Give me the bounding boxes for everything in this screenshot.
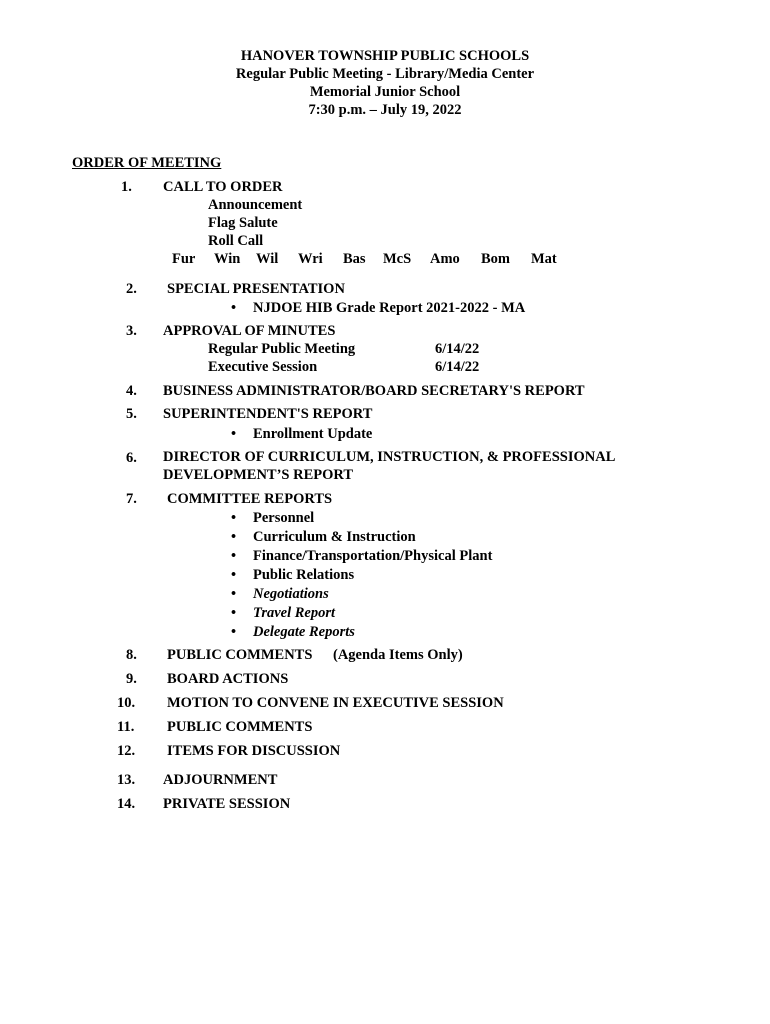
bullet-item: • Negotiations [231,586,329,602]
roll-call-name: Win [214,251,241,267]
header-line-1: HANOVER TOWNSHIP PUBLIC SCHOOLS [240,48,530,64]
item-title-private-session: PRIVATE SESSION [163,796,291,812]
item-number: 2. [126,281,137,297]
item-number: 1. [121,179,132,195]
roll-call-name: Wil [256,251,279,267]
header-line-3: Memorial Junior School [309,84,461,100]
bullet-icon: • [231,529,237,545]
bullet-icon: • [231,605,237,621]
bullet-icon: • [231,510,237,526]
item-title-board-actions: BOARD ACTIONS [167,671,289,687]
item-title-committee-reports: COMMITTEE REPORTS [167,491,333,507]
bullet-icon: • [231,567,237,583]
item-number: 5. [126,406,137,422]
order-of-meeting-title: ORDER OF MEETING [72,155,222,171]
item-title-motion-executive-session: MOTION TO CONVENE IN EXECUTIVE SESSION [167,695,504,711]
bullet-item: • Travel Report [231,605,336,621]
item-number: 12. [117,743,136,759]
sub-item: Roll Call [208,233,264,249]
item-title-approval-of-minutes: APPROVAL OF MINUTES [163,323,336,339]
roll-call-name: McS [383,251,412,267]
minutes-date: 6/14/22 [435,341,480,357]
item-number: 8. [126,647,137,663]
minutes-label: Regular Public Meeting [208,341,356,357]
item-title-items-for-discussion: ITEMS FOR DISCUSSION [167,743,341,759]
bullet-icon: • [231,624,237,640]
roll-call-name: Wri [298,251,323,267]
item-number: 4. [126,383,137,399]
bullet-item: • Enrollment Update [231,426,373,442]
bullet-item: • NJDOE HIB Grade Report 2021-2022 - MA [231,300,526,316]
item-number: 6. [126,450,137,466]
bullet-item: • Finance/Transportation/Physical Plant [231,548,493,564]
item-number: 9. [126,671,137,687]
item-number: 11. [117,719,135,735]
item-number: 10. [117,695,136,711]
item-number: 14. [117,796,136,812]
item-note: (Agenda Items Only) [333,647,463,663]
bullet-item: • Public Relations [231,567,355,583]
sub-item: Flag Salute [208,215,278,231]
bullet-icon: • [231,426,237,442]
roll-call-name: Bom [481,251,510,267]
bullet-item: • Curriculum & Instruction [231,529,416,545]
header-line-2: Regular Public Meeting - Library/Media Center [235,66,535,82]
roll-call-name: Fur [172,251,196,267]
roll-call-name: Bas [343,251,366,267]
item-title-call-to-order: CALL TO ORDER [163,179,283,195]
bullet-icon: • [231,586,237,602]
item-title-business-administrator: BUSINESS ADMINISTRATOR/BOARD SECRETARY'S REPORT [163,383,585,399]
item-title-director-curriculum-line2: DEVELOPMENT’S REPORT [163,467,354,483]
bullet-item: • Delegate Reports [231,624,355,640]
item-title-public-comments-2: PUBLIC COMMENTS [167,719,313,735]
minutes-label: Executive Session [208,359,318,375]
item-title-director-curriculum-line1: DIRECTOR OF CURRICULUM, INSTRUCTION, & PROFESSIONAL [163,449,616,465]
item-title-superintendent-report: SUPERINTENDENT'S REPORT [163,406,373,422]
item-number: 3. [126,323,137,339]
item-title-adjournment: ADJOURNMENT [163,772,278,788]
bullet-icon: • [231,548,237,564]
bullet-icon: • [231,300,237,316]
bullet-item: • Personnel [231,510,315,526]
roll-call-name: Amo [430,251,460,267]
sub-item: Announcement [208,197,303,213]
item-number: 7. [126,491,137,507]
minutes-date: 6/14/22 [435,359,480,375]
item-title-public-comments: PUBLIC COMMENTS [167,647,313,663]
item-title-special-presentation: SPECIAL PRESENTATION [167,281,345,297]
header-line-4: 7:30 p.m. – July 19, 2022 [308,102,462,118]
roll-call-name: Mat [531,251,557,267]
item-number: 13. [117,772,136,788]
